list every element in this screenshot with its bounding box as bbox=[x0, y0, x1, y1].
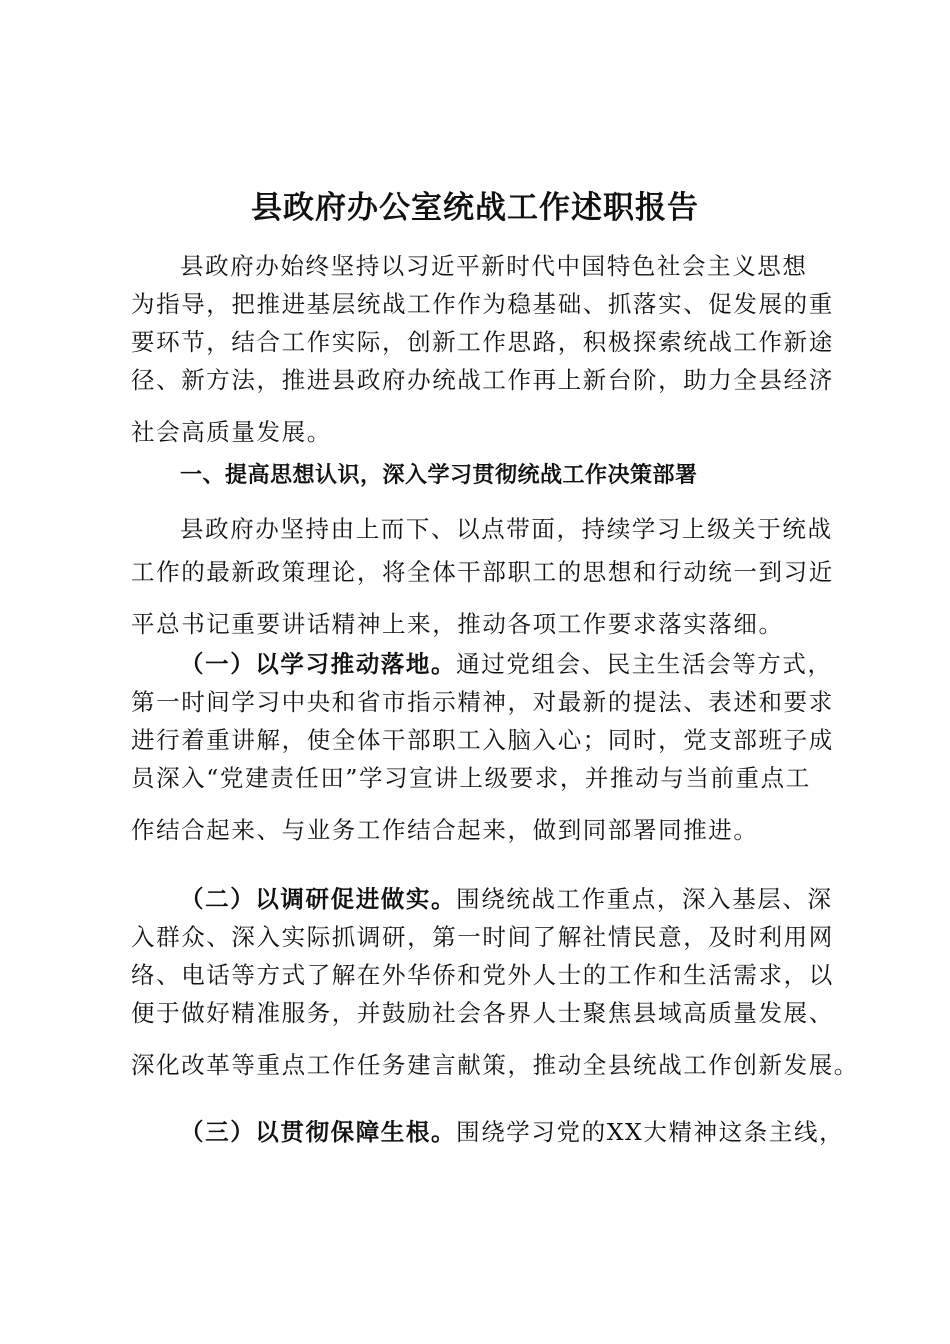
text-line: 入群众、深入实际抓调研，第一时间了解社情民意，及时利用网 bbox=[131, 923, 834, 951]
text-line: 工作的最新政策理论，将全体干部职工的思想和行动统一到习近 bbox=[131, 558, 834, 586]
text-line: 员深入“党建责任田”学习宣讲上级要求，并推动与当前重点工 bbox=[131, 764, 811, 792]
text-line: 便于做好精准服务，并鼓励社会各界人士聚焦县域高质量发展、 bbox=[131, 999, 834, 1027]
text-line: 作结合起来、与业务工作结合起来，做到同部署同推进。 bbox=[131, 816, 759, 844]
text-line: 县政府办始终坚持以习近平新时代中国特色社会主义思想 bbox=[180, 252, 808, 280]
item-lead: （二）以调研促进做实。 bbox=[180, 885, 457, 913]
item1-paragraph bbox=[131, 645, 834, 849]
text-line: 县政府办坚持由上而下、以点带面，持续学习上级关于统战 bbox=[180, 515, 833, 543]
text-line: 为指导，把推进基层统战工作作为稳基础、抓落实、促发展的重 bbox=[131, 290, 834, 318]
item-first-line bbox=[131, 880, 831, 918]
text-line: 进行着重讲解，使全体干部职工入脑入心；同时，党支部班子成 bbox=[131, 726, 834, 754]
item-lead: （一）以学习推动落地。 bbox=[180, 650, 457, 678]
text-line: 平总书记重要讲话精神上来，推动各项工作要求落实落细。 bbox=[131, 610, 784, 638]
intro-paragraph bbox=[131, 247, 834, 451]
text-line: 络、电话等方式了解在外华侨和党外人士的工作和生活需求，以 bbox=[131, 961, 834, 989]
item2-paragraph bbox=[131, 880, 859, 1084]
text-line: 径、新方法，推进县政府办统战工作再上新台阶，助力全县经济 bbox=[131, 366, 834, 394]
item3-paragraph bbox=[131, 1113, 845, 1151]
item-first-line bbox=[131, 1113, 845, 1151]
section-heading-text: 一、提高思想认识，深入学习贯彻统战工作决策部署 bbox=[180, 463, 698, 488]
section-heading bbox=[131, 457, 831, 495]
item-first-line-rest: 围绕统战工作重点，深入基层、深 bbox=[456, 885, 833, 913]
section1-paragraph bbox=[131, 510, 834, 643]
text-line: 社会高质量发展。 bbox=[131, 418, 332, 446]
item-first-line bbox=[131, 645, 831, 683]
text-line: 要环节，结合工作实际，创新工作思路，积极探索统战工作新途 bbox=[131, 328, 834, 356]
item-lead: （三）以贯彻保障生根。 bbox=[180, 1118, 457, 1146]
text-line: 深化改革等重点工作任务建言献策，推动全县统战工作创新发展。 bbox=[131, 1051, 859, 1079]
text-line: 第一时间学习中央和省市指示精神，对最新的提法、表述和要求 bbox=[131, 688, 834, 716]
item-first-line-rest: 围绕学习党的XX大精神这条主线， bbox=[456, 1118, 845, 1146]
item-first-line-rest: 通过党组会、民主生活会等方式， bbox=[456, 650, 833, 678]
document-title: 县政府办公室统战工作述职报告 bbox=[251, 190, 699, 226]
